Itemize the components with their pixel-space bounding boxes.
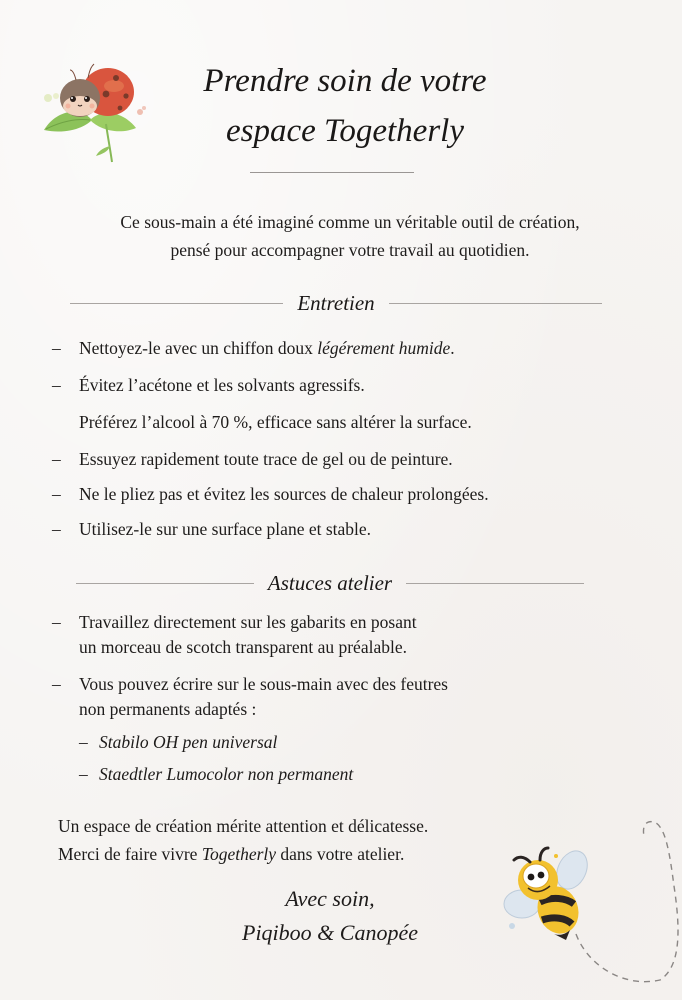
dash-bullet: – [52,674,61,694]
closing-line-2 [58,840,538,868]
list-item [52,610,632,660]
section-title: Astuces atelier [267,570,393,595]
closing-text: dans votre atelier. [276,844,405,864]
item-text: Travaillez directement sur les gabarits en posant [79,612,417,632]
divider-right [406,583,584,584]
closing-line-1: Un espace de création mérite attention et délicatesse. [58,816,429,836]
title-line-1: Prendre soin de votre [203,63,487,99]
item-text: Évitez l’acétone et les solvants agressifs. [79,375,365,395]
closing-text: Merci de faire vivre [58,844,202,864]
item-text: Utilisez-le sur une surface plane et stable. [79,519,372,539]
page-title [140,56,550,156]
title-line-2: espace Togetherly [226,113,464,149]
divider-left [70,303,283,304]
list-item [52,334,632,362]
item-emphasis: légérement humide [317,338,451,358]
brand-name: Togetherly [201,844,277,864]
dash-bullet: – [52,338,61,358]
section-title: Entretien [297,290,375,315]
divider-left [76,583,254,584]
signature-greeting: Avec soin, [285,886,375,911]
closing-paragraph [58,812,538,868]
item-text: Nettoyez-le avec un chiffon doux [79,338,318,358]
list-item [52,445,632,473]
sub-item [79,760,632,788]
bee-icon [500,816,682,988]
item-text-line-2: Préférez l’alcool à 70 %, efficace sans altérer la surface. [79,412,472,432]
item-suffix: . [450,338,455,358]
dash-bullet: – [52,612,61,632]
dash-bullet: – [79,732,88,752]
list-item [52,515,632,543]
dash-bullet: – [79,764,88,784]
dash-bullet: – [52,519,61,539]
item-text: Essuyez rapidement toute trace de gel ou de peinture. [79,449,453,469]
intro-line-1: Ce sous-main a été imaginé comme un véritable outil de création, [120,212,580,232]
list-item [52,480,632,508]
signature [180,882,480,950]
sub-item [79,728,632,756]
section-heading-astuces [76,568,584,598]
signature-names: Piqiboo & Canopée [242,920,418,945]
item-text: Ne le pliez pas et évitez les sources de chaleur prolongées. [79,484,489,504]
item-text-line-2: un morceau de scotch transparent au préalable. [79,637,407,657]
intro-paragraph [30,208,670,264]
item-text-line-2: non permanents adaptés : [79,699,257,719]
dash-bullet: – [52,449,61,469]
dash-bullet: – [52,484,61,504]
section-heading-entretien [70,288,602,318]
entretien-list [52,334,632,543]
marker-brand: Stabilo OH pen universal [99,732,278,752]
title-divider [250,172,414,173]
dash-bullet: – [52,375,61,395]
intro-line-2: pensé pour accompagner votre travail au quotidien. [170,240,530,260]
list-item [52,672,632,788]
ladybug-icon [36,54,156,164]
marker-brand: Staedtler Lumocolor non permanent [99,764,354,784]
list-item [52,371,632,436]
astuces-list [52,610,632,788]
divider-right [389,303,602,304]
item-text: Vous pouvez écrire sur le sous-main avec des feutres [79,674,448,694]
